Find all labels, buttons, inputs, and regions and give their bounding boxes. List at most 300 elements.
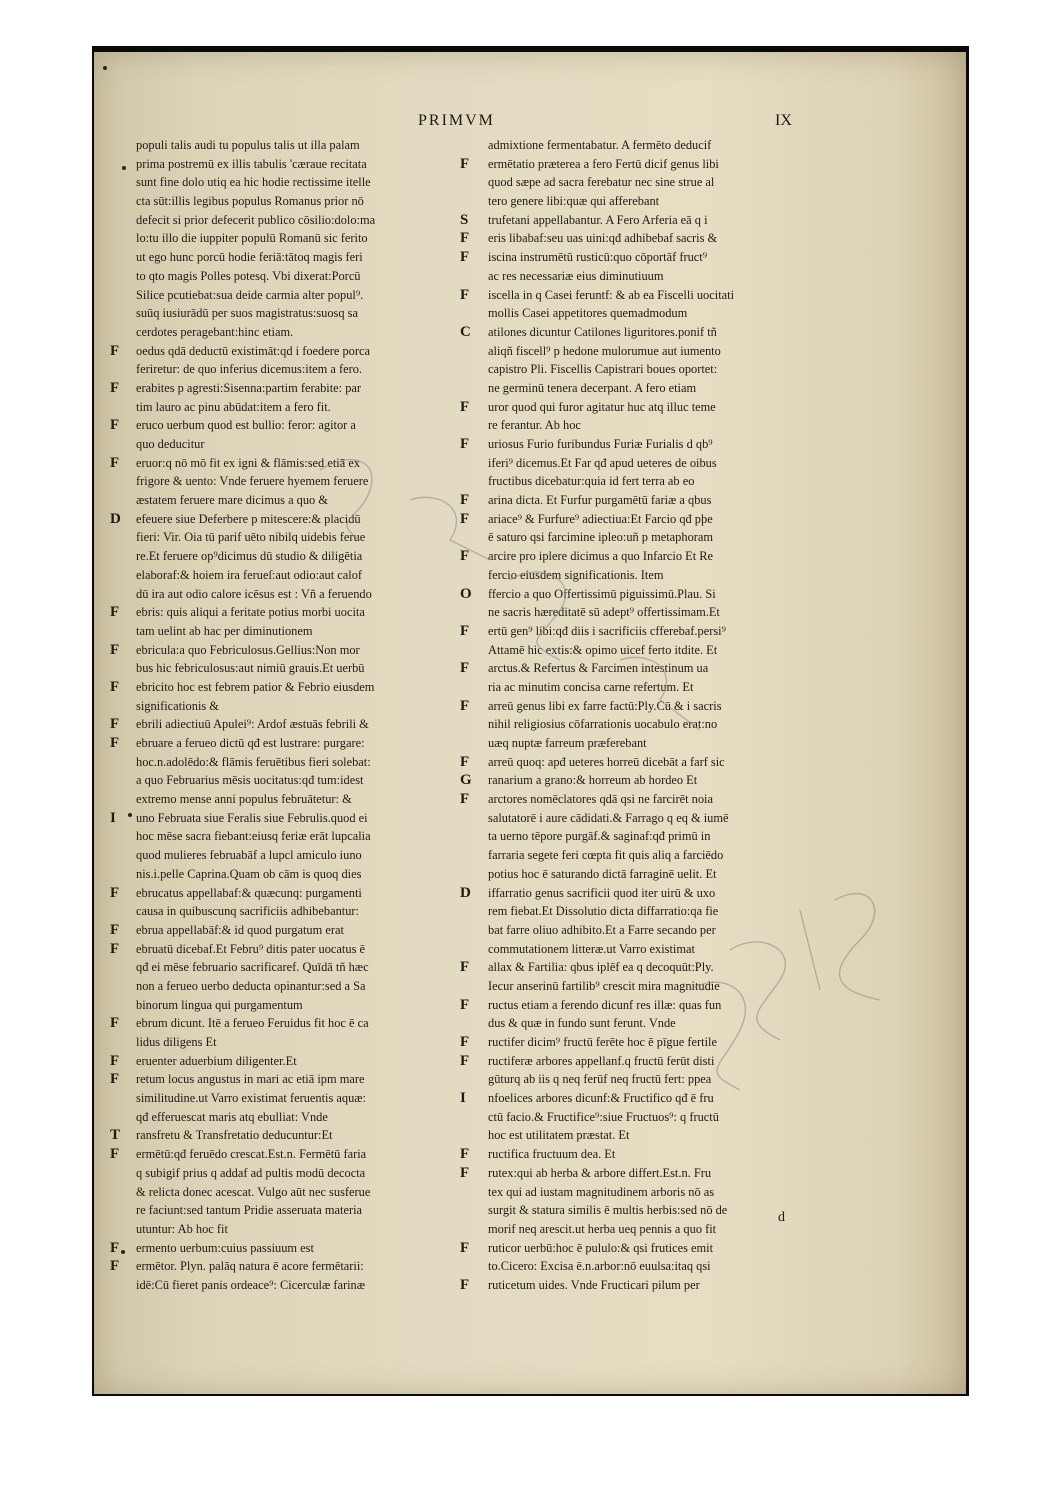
text-line — [460, 286, 820, 305]
text-line — [460, 715, 820, 734]
text-line — [110, 902, 460, 921]
text-line — [460, 454, 820, 473]
line-text: dus & quæ in fundo sunt ferunt. Vnde — [488, 1016, 676, 1031]
text-line — [460, 603, 820, 622]
line-text: fructibus dicebatur:quia id fert terra ab eo — [488, 474, 695, 489]
line-text: similitudine.ut Varro existimat feruentis aquæ: — [136, 1091, 366, 1106]
text-line — [110, 416, 460, 435]
initial-letter: F — [460, 249, 470, 266]
text-line — [460, 1089, 820, 1108]
text-line — [460, 1070, 820, 1089]
line-text: trufetani appellabantur. A Fero Arferia eā q i — [488, 212, 708, 227]
text-line — [110, 566, 460, 585]
line-text: quod sæpe ad sacra ferebatur nec sine strue al — [488, 175, 715, 190]
initial-letter: F — [460, 791, 470, 808]
margin-dot — [103, 66, 107, 70]
line-text: uno Februata siue Feralis siue Februlis.quod ei — [136, 810, 368, 825]
line-text: mollis Casei appetitores quemadmodum — [488, 306, 688, 321]
line-text: ranarium a grano:& horreum ab hordeo Et — [488, 773, 698, 788]
text-line — [110, 547, 460, 566]
text-line — [110, 996, 460, 1015]
initial-letter: F — [460, 1276, 470, 1293]
line-text: uror quod qui furor agitatur huc atq illuc teme — [488, 399, 716, 414]
line-text: to qto magis Polles potesq. Vbi dixerat:Porcū — [136, 268, 361, 283]
text-line — [110, 827, 460, 846]
text-line — [110, 715, 460, 734]
line-text: farraria segete feri cœpta fit quis aliq a farciēdo — [488, 848, 724, 863]
text-line — [460, 902, 820, 921]
line-text: ermento uerbum:cuius passiuum est — [136, 1240, 314, 1255]
line-text: iscina instrumētū rusticū:quo cōportāf fruct⁹ — [488, 250, 708, 265]
line-text: Attamē hic extis:& opimo uicef ferto itdite. Et — [488, 642, 718, 657]
initial-letter: F — [110, 678, 120, 695]
initial-letter: F — [110, 1146, 120, 1163]
folio-number: IX — [775, 112, 792, 129]
line-text: ctū facio.& Fructifice⁹:siue Fructuos⁹: q fructū — [488, 1109, 719, 1124]
initial-letter: F — [460, 230, 470, 247]
text-line — [460, 566, 820, 585]
text-line — [110, 491, 460, 510]
line-text: nihil religiosius cōfarrationis uocabulo erat:no — [488, 717, 718, 732]
text-line — [460, 360, 820, 379]
text-line — [110, 1089, 460, 1108]
text-line — [460, 1052, 820, 1071]
text-line — [110, 603, 460, 622]
text-line — [110, 977, 460, 996]
text-line — [460, 1108, 820, 1127]
line-text: ē saturo qsi farcimine ipleo:uñ p metaphoram — [488, 530, 714, 545]
text-line — [110, 528, 460, 547]
text-line — [460, 528, 820, 547]
line-text: ne sacris hæreditatē sū adept⁹ offertissimam.Et — [488, 605, 720, 620]
text-line — [110, 809, 460, 828]
line-text: retum locus angustus in mari ac etiā ipm mare — [136, 1072, 365, 1087]
text-line — [460, 136, 820, 155]
line-text: a quo Februarius mēsis uocitatus:qđ tum:idest — [136, 773, 364, 788]
line-text: ruticetum uides. Vnde Fructicari pilum per — [488, 1277, 700, 1292]
text-line — [460, 641, 820, 660]
right-column — [460, 136, 820, 1295]
initial-letter: F — [110, 940, 120, 957]
line-text: lo:tu illo die iuppiter populū Romanū sic ferito — [136, 231, 368, 246]
line-text: rem fiebat.Et Dissolutio dicta diffarratio:qa fie — [488, 904, 719, 919]
line-text: ransfretu & Transfretatio deducuntur:Et — [136, 1128, 333, 1143]
initial-letter: C — [460, 323, 471, 340]
line-text: ermētū:qđ feruēdo crescat.Est.n. Fermētū faria — [136, 1147, 367, 1162]
text-line — [460, 304, 820, 323]
initial-letter: F — [110, 1052, 120, 1069]
initial-letter: F — [110, 454, 120, 471]
text-line — [110, 1145, 460, 1164]
running-head: PRIMVM — [418, 112, 495, 129]
line-text: iffarratio genus sacrificii quod iter uirū & uxo — [488, 885, 716, 900]
line-text: causa in quibuscunq sacrificiis adhibebantur: — [136, 904, 359, 919]
page-header — [0, 112, 1060, 136]
initial-letter: F — [460, 510, 470, 527]
text-line — [110, 229, 460, 248]
line-text: fercio eiusdem significationis. Item — [488, 567, 664, 582]
line-text: to.Cicero: Excisa ē.n.arbor:nō euulsa:itaq qsi — [488, 1259, 711, 1274]
line-text: ebrili adiectiuū Apulei⁹: Ardof æstuās febrili & — [136, 717, 369, 732]
initial-letter: O — [460, 585, 472, 602]
text-line — [110, 435, 460, 454]
line-text: tam uelint ab hac per diminutionem — [136, 623, 313, 638]
line-text: re ferantur. Ab hoc — [488, 418, 581, 433]
line-text: salutatorē i aure cādidati.& Farrago q eq & iumē — [488, 810, 729, 825]
text-line — [110, 1108, 460, 1127]
line-text: populi talis audi tu populus talis ut illa palam — [136, 138, 360, 152]
initial-letter: F — [110, 1071, 120, 1088]
line-text: morif neq arescit.ut herba ueq pennis a quo fit — [488, 1221, 717, 1236]
text-line — [110, 753, 460, 772]
text-line — [110, 846, 460, 865]
text-line — [110, 790, 460, 809]
text-line — [110, 1257, 460, 1276]
text-line — [460, 734, 820, 753]
text-line — [460, 267, 820, 286]
line-text: significationis & — [136, 698, 219, 713]
text-line — [460, 697, 820, 716]
text-line — [460, 472, 820, 491]
line-text: ebrua appellabāf:& id quod purgatum erat — [136, 922, 344, 937]
line-text: hoc.n.adolēdo:& flāmis feruētibus fieri solebat: — [136, 754, 371, 769]
initial-letter: F — [460, 660, 470, 677]
line-text: bus hic febriculosus:aut nimiū grauis.Et uerbū — [136, 661, 365, 676]
text-line — [110, 1033, 460, 1052]
text-line — [110, 211, 460, 230]
text-line — [110, 1220, 460, 1239]
text-line — [110, 323, 460, 342]
line-text: extremo mense anni populus februātetur: & — [136, 792, 352, 807]
line-text: atilones dicuntur Catilones liguritores.ponif tñ — [488, 324, 717, 339]
text-line — [460, 753, 820, 772]
text-line — [110, 622, 460, 641]
text-line — [460, 958, 820, 977]
text-line — [460, 1033, 820, 1052]
line-text: prima postremū ex illis tabulis 'cæraue recitata — [136, 156, 367, 171]
line-text: tero genere libi:quæ qui afferebant — [488, 194, 660, 209]
line-text: frigore & uento: Vnde feruere hyemem feruere — [136, 474, 369, 489]
text-line — [110, 192, 460, 211]
text-line — [110, 267, 460, 286]
text-line — [460, 379, 820, 398]
initial-letter: I — [110, 809, 116, 826]
text-line — [110, 641, 460, 660]
line-text: ructiferæ arbores appellanf.q fructū ferūt disti — [488, 1053, 715, 1068]
text-line — [110, 585, 460, 604]
signature-mark: d — [778, 1210, 785, 1225]
line-text: ta uerno tēpore purgāf.& saginaf:qđ primū in — [488, 829, 711, 844]
line-text: nfoelices arbores dicunf:& Fructifico qđ ē fru — [488, 1091, 714, 1106]
line-text: admixtione fermentabatur. A fermēto deducif — [488, 138, 712, 152]
line-text: iscella in q Casei feruntf: & ab ea Fiscelli uocitati — [488, 287, 735, 302]
text-line — [110, 1052, 460, 1071]
text-line — [460, 678, 820, 697]
line-text: gūturq ab iis q neq ferūf neq fructū fert: ppea — [488, 1072, 712, 1087]
text-line — [460, 884, 820, 903]
initial-letter: F — [110, 884, 120, 901]
line-text: sunt fine dolo utiq ea hic hodie rectissime itelle — [136, 175, 371, 190]
text-line — [460, 865, 820, 884]
line-text: rutex:qui ab herba & arbore differt.Est.n. Fru — [488, 1165, 712, 1180]
text-line — [460, 435, 820, 454]
initial-letter: F — [460, 622, 470, 639]
line-text: oedus qdā deductū existimāt:qd i foedere porca — [136, 343, 370, 358]
initial-letter: T — [110, 1127, 121, 1144]
line-text: fieri: Vir. Oia tū parif uēto nibilq uidebis ferue — [136, 530, 366, 545]
text-line — [110, 940, 460, 959]
line-text: iferi⁹ dicemus.Et Far qđ apud ueteres de oibus — [488, 455, 717, 470]
text-line — [110, 360, 460, 379]
line-text: cta sūt:illis legibus populus Romanus prior nō — [136, 194, 364, 209]
initial-letter: F — [460, 436, 470, 452]
text-line — [110, 304, 460, 323]
line-text: ermētatio præterea a fero Fertū dicif genus libi — [488, 156, 719, 171]
initial-letter: F — [110, 641, 120, 658]
line-text: quo deducitur — [136, 437, 205, 451]
line-text: efeuere siue Deferbere p mitescere:& placidū — [136, 511, 361, 526]
initial-letter: F — [110, 716, 120, 733]
text-line — [460, 342, 820, 361]
line-text: ria ac minutim concisa carne refertum. Et — [488, 679, 694, 694]
text-line — [460, 1276, 820, 1295]
initial-letter: F — [110, 1239, 120, 1256]
initial-letter: F — [110, 735, 120, 751]
text-line — [460, 248, 820, 267]
initial-letter: S — [460, 211, 469, 228]
text-line — [460, 1164, 820, 1183]
line-text: eruco uerbum quod est bullio: feror: agitor a — [136, 418, 356, 433]
line-text: quod mulieres februabāf a lupcl amiculo iuno — [136, 848, 362, 863]
line-text: ebricito hoc est febrem patior & Febrio eiusdem — [136, 679, 375, 694]
text-line — [460, 659, 820, 678]
line-text: arctus.& Refertus & Farcimen intestinum ua — [488, 661, 709, 676]
line-text: allax & Fartilia: qbus iplēf ea q decoquūt:Ply. — [488, 960, 714, 975]
text-line — [460, 192, 820, 211]
line-text: ebrucatus appellabaf:& quæcunq: purgamenti — [136, 885, 362, 900]
line-text: ertū gen⁹ libi:qđ diis i sacrificiis cfferebaf.persi⁹ — [488, 623, 726, 638]
text-line — [460, 1126, 820, 1145]
line-text: feriretur: de quo inferius dicemus:item a fero. — [136, 362, 363, 377]
text-line — [460, 510, 820, 529]
text-line — [460, 491, 820, 510]
line-text: ebruatū dicebaf.Et Febru⁹ ditis pater uocatus ē — [136, 941, 365, 956]
initial-letter: F — [460, 398, 470, 415]
initial-letter: I — [460, 1090, 466, 1107]
line-text: surgit & statura similis ē multis herbis:sed nō de — [488, 1203, 728, 1218]
text-line — [460, 211, 820, 230]
text-line — [460, 1239, 820, 1258]
line-text: defecit si prior defecerit publico cōsilio:dolo:ma — [136, 212, 376, 227]
text-line — [460, 416, 820, 435]
initial-letter: F — [110, 342, 120, 359]
text-line — [460, 921, 820, 940]
text-line — [460, 1220, 820, 1239]
text-line — [460, 790, 820, 809]
initial-letter: F — [460, 959, 470, 976]
initial-letter: F — [460, 697, 470, 714]
text-line — [460, 1014, 820, 1033]
line-text: binorum lingua qui purgamentum — [136, 997, 303, 1012]
line-text: ebruare a ferueo dictū qđ est lustrare: purgare: — [136, 736, 365, 750]
line-text: eris libabaf:seu uas uini:qđ adhibebaf sacris & — [488, 231, 718, 246]
text-line — [110, 958, 460, 977]
text-line — [460, 940, 820, 959]
line-text: suūq iusiurādū per suos magistratus:suosq sa — [136, 306, 358, 321]
line-text: ac res necessariæ eius diminutiuum — [488, 268, 664, 283]
text-line — [110, 734, 460, 753]
line-text: arctores nomēclatores qdā qsi ne farcirēt noia — [488, 792, 713, 807]
text-line — [110, 155, 460, 174]
initial-letter: F — [110, 921, 120, 938]
line-text: hoc est utilitatem præstat. Et — [488, 1128, 630, 1143]
line-text: tex qui ad iustam magnitudinem arboris nō as — [488, 1184, 715, 1199]
text-line — [460, 323, 820, 342]
line-text: ructifer dicim⁹ fructū ferēte hoc ē pīgue fertile — [488, 1035, 717, 1049]
line-text: æstatem feruere mare dicimus a quo & — [136, 493, 328, 508]
line-text: re faciunt:sed tantum Pridie asseruata materia — [136, 1203, 363, 1218]
line-text: & relicta donec acescat. Vulgo aūt nec susferue — [136, 1184, 371, 1199]
text-line — [460, 809, 820, 828]
text-line — [110, 136, 460, 155]
initial-letter: F — [110, 379, 120, 396]
line-text: idē:Cū fieret panis ordeace⁹: Cicerculæ farinæ — [136, 1277, 365, 1292]
text-line — [460, 846, 820, 865]
text-line — [110, 379, 460, 398]
line-text: bat farre oliuo adhibito.Et a Farre secando per — [488, 922, 716, 937]
text-line — [110, 454, 460, 473]
line-text: lidus diligens Et — [136, 1035, 217, 1049]
line-text: tim lauro ac pinu abūdat:item a fero fit. — [136, 399, 331, 414]
initial-letter: F — [460, 996, 470, 1013]
line-text: nis.i.pelle Caprina.Quam ob cām is quoq dies — [136, 866, 362, 881]
text-line — [460, 996, 820, 1015]
line-text: ebris: quis aliqui a feritate potius morbi uocita — [136, 605, 365, 620]
initial-letter: F — [460, 155, 470, 172]
initial-letter: F — [460, 1164, 470, 1181]
line-text: ruticor uerbū:hoc ē pululo:& qsi frutices emit — [488, 1240, 714, 1255]
line-text: eruenter aduerbium diligenter.Et — [136, 1053, 297, 1068]
line-text: commutationem litteræ.ut Varro existimat — [488, 941, 695, 956]
text-line — [110, 342, 460, 361]
initial-letter: F — [110, 1258, 120, 1275]
text-line — [110, 659, 460, 678]
text-line — [110, 1014, 460, 1033]
text-line — [110, 1276, 460, 1295]
text-line — [110, 286, 460, 305]
text-line — [110, 510, 460, 529]
text-line — [110, 1201, 460, 1220]
initial-letter: D — [110, 510, 121, 527]
text-line — [110, 678, 460, 697]
line-text: utuntur: Ab hoc fit — [136, 1221, 228, 1236]
line-text: aliqñ fiscell⁹ p hedone mulorumue aut iumento — [488, 343, 721, 358]
text-line — [110, 771, 460, 790]
initial-letter: F — [460, 492, 470, 509]
text-line — [110, 248, 460, 267]
text-line — [460, 398, 820, 417]
initial-letter: F — [460, 1239, 470, 1256]
text-line — [460, 1183, 820, 1202]
line-text: eruor:q nō mō fit ex igni & flāmis:sed etiā ex — [136, 455, 361, 470]
line-text: Iecur anserinū fartilib⁹ crescit mira magnitudie — [488, 978, 720, 993]
initial-letter: D — [460, 884, 471, 901]
text-line — [110, 921, 460, 940]
text-line — [460, 771, 820, 790]
line-text: erabites p agresti:Sisenna:partim ferabite: par — [136, 380, 362, 395]
line-text: non a ferueo uerbo deducta opinantur:sed a Sa — [136, 978, 366, 993]
text-line — [460, 585, 820, 604]
initial-letter: F — [460, 753, 470, 770]
initial-letter: G — [460, 772, 472, 789]
text-line — [110, 1164, 460, 1183]
line-text: arina dicta. Et Furfur purgamētū fariæ a qbus — [488, 493, 712, 508]
initial-letter: F — [110, 604, 120, 621]
line-text: cerdotes peragebant:hinc etiam. — [136, 324, 294, 339]
line-text: Silice pcutiebat:sua deide carmia alter popul⁹. — [136, 287, 364, 302]
line-text: qđ ei mēse februario sacrificaref. Quīdā tñ hæc — [136, 960, 369, 975]
line-text: arcire pro iplere dicimus a quo Infarcio Et Re — [488, 549, 714, 564]
text-line — [110, 1070, 460, 1089]
line-text: dū ira aut odio calore icēsus est : Vñ a feruendo — [136, 586, 372, 601]
line-text: ebrum dicunt. Itē a ferueo Feruidus fit hoc ē ca — [136, 1016, 369, 1031]
line-text: ermētor. Plyn. palāq natura ē acore fermētarii: — [136, 1259, 364, 1274]
line-text: capistro Pli. Fiscellis Capistrari boues oportet: — [488, 362, 718, 377]
text-line — [460, 1201, 820, 1220]
line-text: ructus etiam a ferendo dicunf res illæ: quas fun — [488, 997, 722, 1012]
line-text: ne germinū tenera decerpant. A fero etiam — [488, 380, 697, 395]
text-line — [110, 1239, 460, 1258]
initial-letter: F — [460, 1146, 470, 1163]
line-text: arreū quoq: apđ ueteres horreū dicebāt a farf sic — [488, 754, 725, 769]
line-text: ructifica fructuum dea. Et — [488, 1147, 616, 1162]
line-text: ffercio a quo Offertissimū piguissimū.Plau. Si — [488, 586, 716, 601]
text-line — [460, 155, 820, 174]
line-text: arreū genus libi ex farre factū:Ply.Cū & i sacris — [488, 698, 722, 713]
line-text: ariace⁹ & Furfure⁹ adiectiua:Et Farcio qđ pþe — [488, 511, 713, 526]
initial-letter: F — [460, 548, 470, 565]
line-text: q subigif prius q addaf ad pultis modū decocta — [136, 1165, 366, 1180]
line-text: elaboraf:& hoiem ira ferueſ:aut odio:aut calof — [136, 567, 363, 582]
initial-letter: F — [460, 1034, 470, 1050]
initial-letter: F — [460, 286, 470, 303]
initial-letter: F — [110, 1015, 120, 1032]
text-line — [460, 229, 820, 248]
text-line — [110, 697, 460, 716]
line-text: hoc mēse sacra fiebant:eiusq feriæ erāt lupcalia — [136, 829, 371, 844]
text-line — [110, 1126, 460, 1145]
text-line — [460, 547, 820, 566]
line-text: ut ego hunc porcū hodie feriā:tātoq magis feri — [136, 250, 363, 265]
line-text: re.Et feruere op⁹dicimus dū studio & diligētia — [136, 549, 363, 564]
text-line — [460, 977, 820, 996]
left-column — [110, 136, 460, 1295]
text-line — [110, 398, 460, 417]
line-text: qđ efferuescat maris atq ebulliat: Vnde — [136, 1109, 328, 1124]
line-text: uriosus Furio furibundus Furiæ Furialis d qb⁹ — [488, 437, 713, 451]
line-text: uæq nuptæ farreum præferebant — [488, 736, 647, 750]
text-line — [460, 827, 820, 846]
initial-letter: F — [460, 1052, 470, 1069]
text-line — [460, 1145, 820, 1164]
line-text: potius hoc ē saturando dictā farraginē uelit. Et — [488, 866, 717, 881]
line-text: ebricula:a quo Febriculosus.Gellius:Non mor — [136, 642, 360, 657]
text-line — [460, 173, 820, 192]
text-line — [110, 472, 460, 491]
text-line — [110, 884, 460, 903]
text-line — [460, 1257, 820, 1276]
initial-letter: F — [110, 417, 120, 434]
